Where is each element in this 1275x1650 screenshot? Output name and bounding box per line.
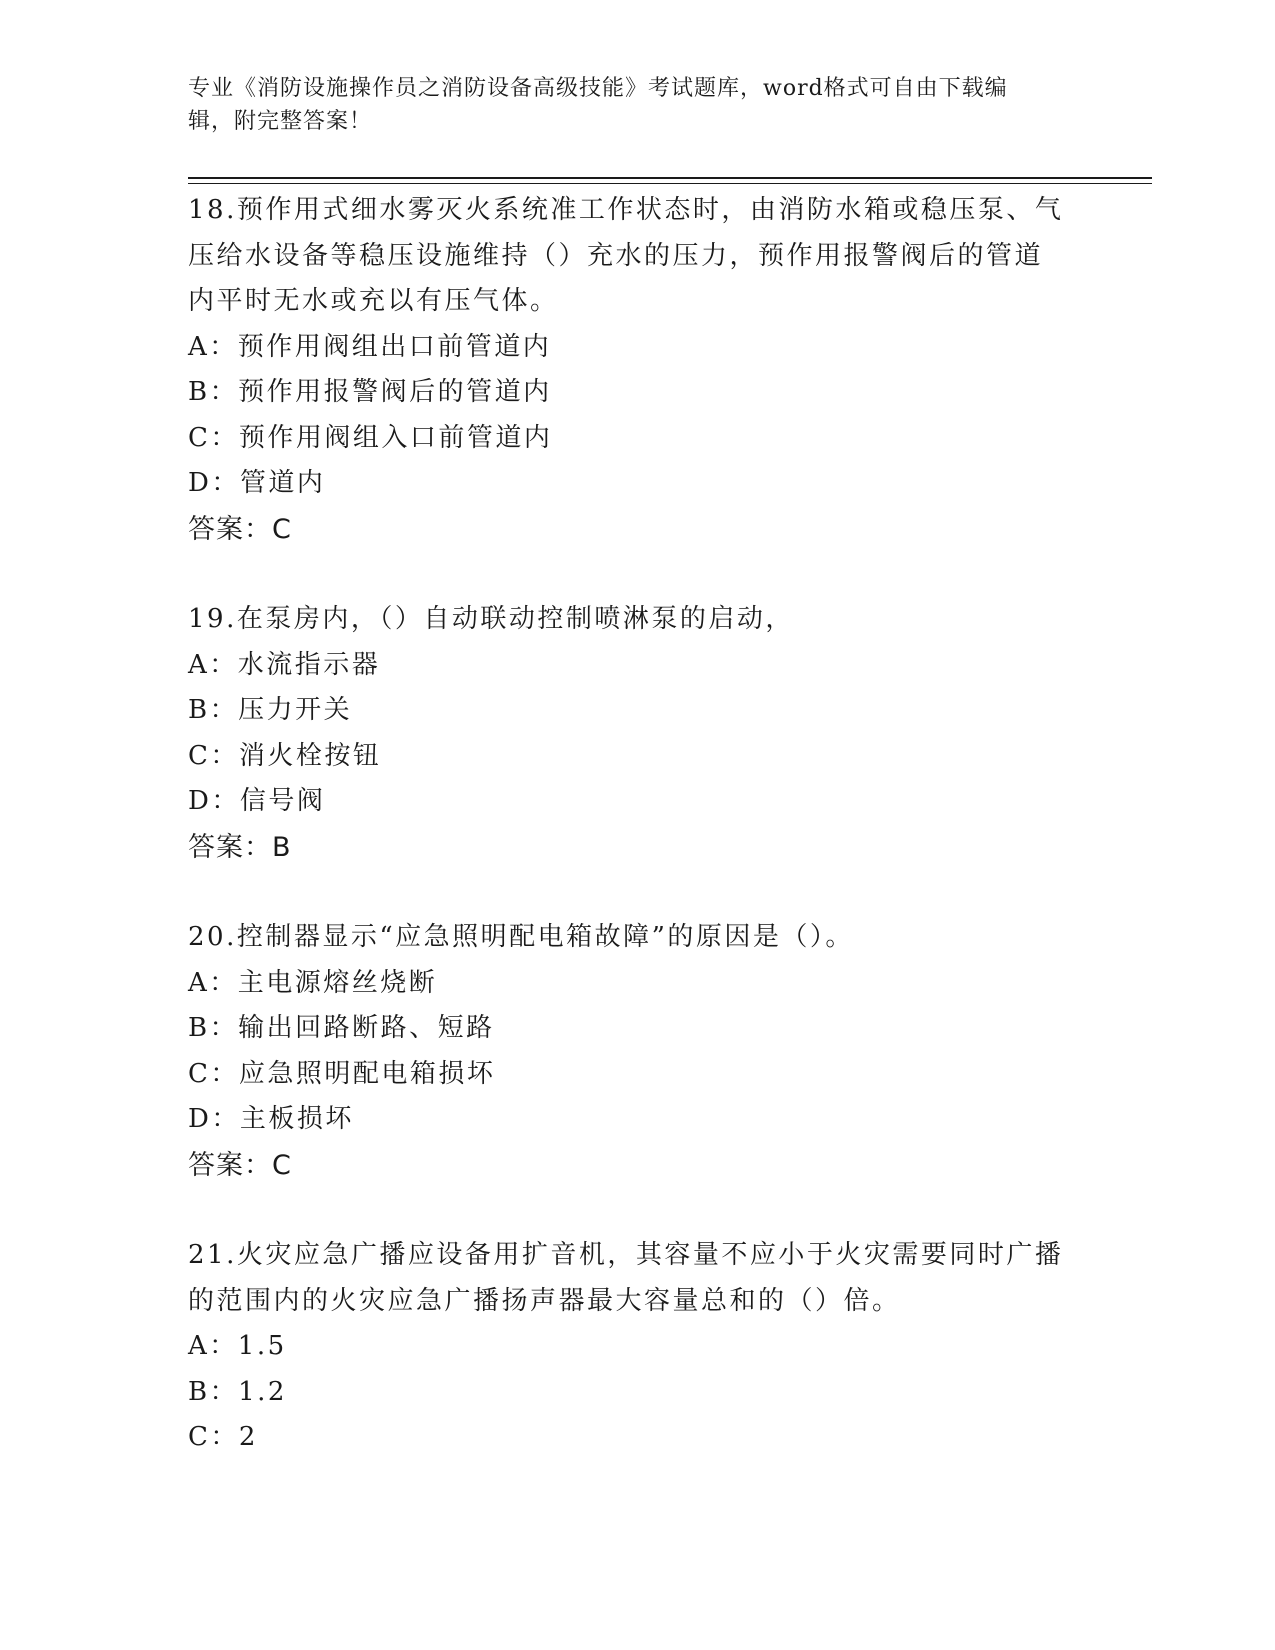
header-line-1: 专业《消防设施操作员之消防设备高级技能》考试题库，word格式可自由下载编 bbox=[188, 76, 1008, 101]
header-line-2: 辑，附完整答案！ bbox=[188, 109, 373, 134]
question-stem-line: 压给水设备等稳压设施维持（）充水的压力，预作用报警阀后的管道 bbox=[188, 240, 1044, 271]
option-b: B：1.2 bbox=[188, 1376, 287, 1407]
option-c: C：预作用阀组入口前管道内 bbox=[188, 422, 553, 453]
question-stem bbox=[188, 915, 1088, 961]
option-a: A：预作用阀组出口前管道内 bbox=[188, 331, 552, 362]
question-list bbox=[188, 188, 1088, 1506]
answer: 答案：B bbox=[188, 831, 292, 863]
option-a: A：水流指示器 bbox=[188, 649, 381, 680]
question-stem-line: 18.预作用式细水雾灭火系统准工作状态时，由消防水箱或稳压泵、气 bbox=[188, 195, 1064, 225]
question-stem-line: 21.火灾应急广播应设备用扩音机，其容量不应小于火灾需要同时广播 bbox=[188, 1240, 1064, 1270]
question-21 bbox=[188, 1233, 1088, 1461]
answer: 答案：C bbox=[188, 1149, 292, 1181]
question-20 bbox=[188, 915, 1088, 1188]
option-c: C：消火栓按钮 bbox=[188, 740, 382, 771]
option-c: C：2 bbox=[188, 1422, 258, 1452]
answer: 答案：C bbox=[188, 513, 292, 545]
question-stem-line: 内平时无水或充以有压气体。 bbox=[188, 286, 559, 316]
question-stem-line: 20.控制器显示“应急照明配电箱故障”的原因是（）。 bbox=[188, 922, 854, 952]
option-b: B：压力开关 bbox=[188, 695, 353, 725]
question-stem bbox=[188, 597, 1088, 643]
option-a: A：主电源熔丝烧断 bbox=[188, 967, 438, 998]
option-d: D：主板损坏 bbox=[188, 1104, 354, 1134]
question-stem-line: 19.在泵房内，（）自动联动控制喷淋泵的启动， bbox=[188, 604, 794, 634]
option-d: D：信号阀 bbox=[188, 786, 326, 816]
option-c: C：应急照明配电箱损坏 bbox=[188, 1058, 496, 1089]
header-divider-thin bbox=[188, 183, 1152, 184]
question-stem bbox=[188, 1233, 1088, 1324]
question-stem-line: 的范围内的火灾应急广播扬声器最大容量总和的（）倍。 bbox=[188, 1285, 901, 1316]
option-a: A：1.5 bbox=[188, 1331, 287, 1361]
document-header bbox=[188, 72, 1068, 138]
option-d: D：管道内 bbox=[188, 468, 326, 498]
question-stem bbox=[188, 188, 1088, 325]
header-divider-thick bbox=[188, 177, 1152, 179]
question-18 bbox=[188, 188, 1088, 552]
question-19 bbox=[188, 597, 1088, 870]
option-b: B：预作用报警阀后的管道内 bbox=[188, 377, 552, 407]
option-b: B：输出回路断路、短路 bbox=[188, 1013, 495, 1043]
